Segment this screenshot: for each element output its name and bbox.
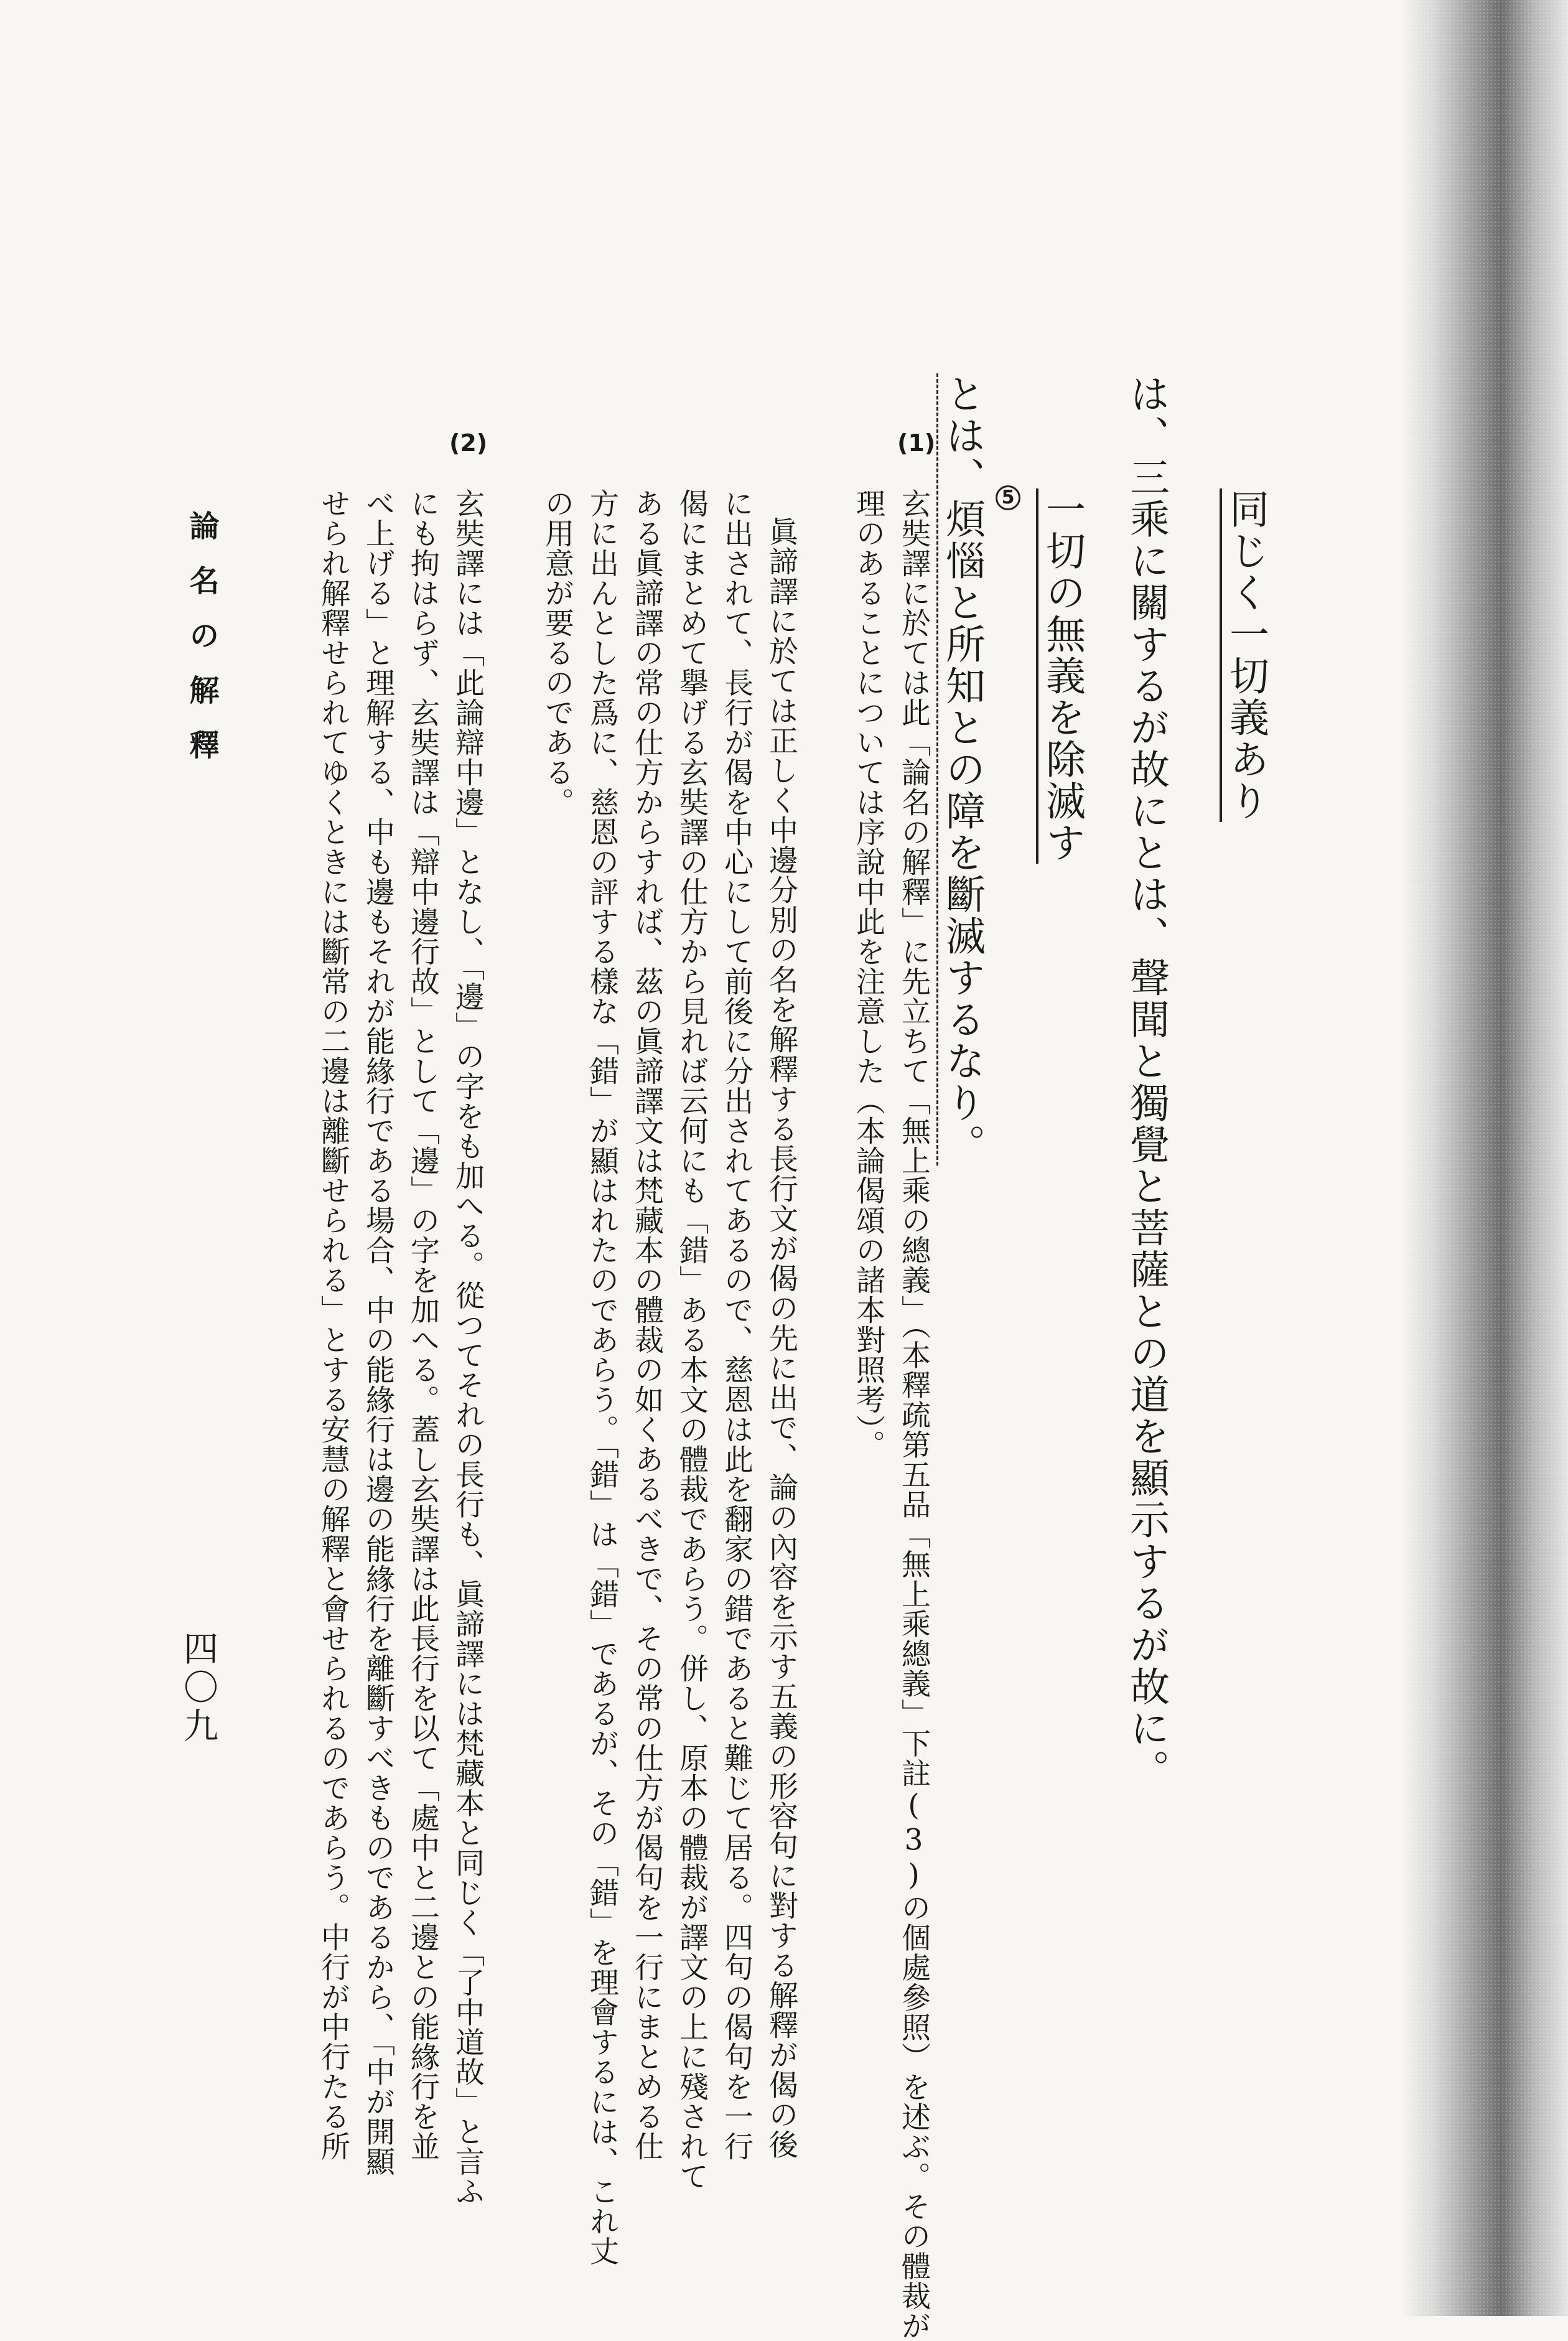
note-2-line: 玄奘譯には「此論辯中邊」となし、「邊」の字をも加へる。從つてそれの長行も、眞諦譯には梵藏本と同じく「了中道故」と言ふ [450,488,485,2207]
book-gutter-shadow [1400,0,1568,2316]
note-1-line: の用意が要るのである。 [540,488,574,817]
note-2-line: にも拘はらず、玄奘譯は「辯中邊行故」として「邊」の字を加へる。蓋し玄奘譯は此長行を以て「處中と二邊との能緣行を並 [406,488,440,2161]
note-1-line: 玄奘譯に於ては此「論名の解釋」に先立ちて「無上乘の總義」（本釋疏第五品「無上乘總義」下註(3)の個處參照）を述ぶ。その體裁が [897,488,931,2341]
note-1-line: 方に出んとした爲に、慈恩の評する樣な「錯」が顯はれたのであらう。「錯」は「錯」であるが、その「錯」を理會するには、これ丈 [585,488,619,2266]
heading-line-2: は、三乘に關するが故にとは、聲聞と獨覺と菩薩との道を顯示するが故に。 [1123,373,1169,1791]
note-1-line: に出されて、長行が偈を中心にして前後に分出されてあるので、慈恩は此を翻家の錯であると難じて居る。四句の偈句を一行 [719,488,754,2161]
note-1-line: 眞諦譯に於ては正しく中邊分別の名を解釋する長行文が偈の先に出で、論の內容を示す五義の形容句に對する解釋が偈の後 [764,516,798,2159]
note-2-line: べ上げる」と理解する、中も邊もそれが能緣行である場合、中の能緣行は邊の能緣行を離斷すべきものであるから、「中が開顯 [361,488,395,2177]
running-title: 論名の解釋 [184,510,219,784]
note-reference-5: 5 [996,485,1020,510]
page-number: 四〇九 [178,1630,218,1746]
note-2-marker: (2) [449,429,488,457]
note-1-line: ある眞諦譯の常の仕方からすれば、茲の眞諦譯文は梵藏本の體裁の如くあるべきで、その常の仕方が偈句を一行にまとめる仕 [630,488,664,2161]
note-1-marker: (1) [897,429,936,457]
heading-line-4: とは、煩惱と所知との障を斷滅するなり。 [936,373,982,1166]
heading-line-1: 同じく一切義あり [1220,488,1266,822]
note-1-line: 偈にまとめて擧げる玄奘譯の仕方から見れば云何にも「錯」ある本文の體裁であらう。併し、原本の體裁が譯文の上に殘されて [674,488,709,2191]
note-1-line: 理のあることについては序說中此を注意した（本論偈頌の諸本對照考）。 [851,488,885,1460]
heading-line-3: 一切の無義を除滅す [1036,488,1082,864]
note-2-line: せられ解釋せられてゆくときには斷常の二邊は離斷せられる」とする安慧の解釋と會せられるのであらう。中行が中行たる所 [316,488,350,2161]
